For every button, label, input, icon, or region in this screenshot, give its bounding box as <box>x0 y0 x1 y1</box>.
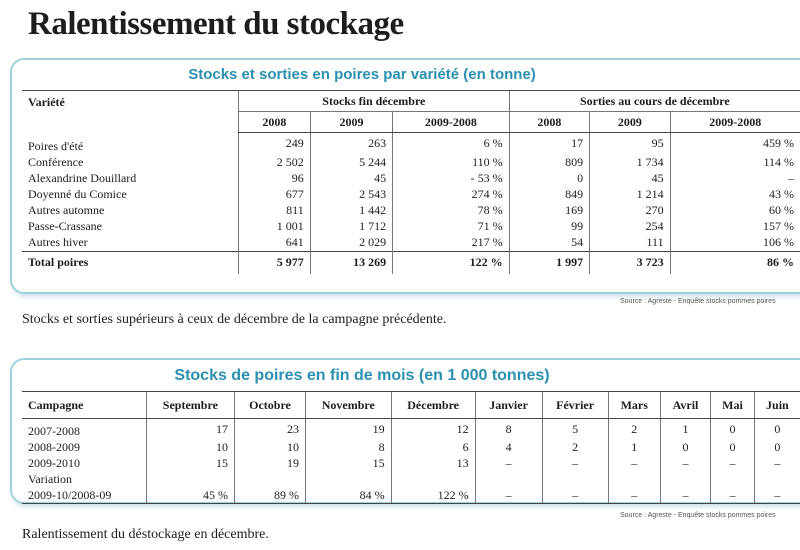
table2-caption: Ralentissement du déstockage en décembre. <box>22 527 269 542</box>
empty-cell <box>608 471 660 487</box>
total-cell: 3 723 <box>590 251 670 274</box>
empty-cell <box>660 471 710 487</box>
table-cell: 809 <box>509 155 589 171</box>
table-cell: – <box>754 455 800 471</box>
variety-row <box>22 219 800 235</box>
col-variety-header: Variété <box>22 91 239 133</box>
table-cell: 17 <box>509 133 589 155</box>
variety-row <box>22 155 800 171</box>
sub-header: 2008 <box>239 112 311 133</box>
table-cell: 1 214 <box>590 187 670 203</box>
table-cell: 4 <box>475 439 542 455</box>
total-cell: 86 % <box>670 251 800 274</box>
table-cell: 641 <box>239 235 311 252</box>
month-header: Avril <box>660 392 710 419</box>
group-stocks-header: Stocks fin décembre <box>239 91 510 112</box>
month-header: Mars <box>608 392 660 419</box>
empty-cell <box>305 471 391 487</box>
table-cell: 10 <box>235 439 306 455</box>
total-row <box>22 251 800 274</box>
table-cell: 0 <box>711 419 755 440</box>
table-cell: 45 <box>310 171 392 187</box>
table-cell: – <box>542 455 608 471</box>
month-header: Octobre <box>235 392 306 419</box>
table-cell: 95 <box>590 133 670 155</box>
table-cell: 45 <box>590 171 670 187</box>
variety-row <box>22 235 800 252</box>
table-cell: 71 % <box>393 219 509 235</box>
table-cell: 254 <box>590 219 670 235</box>
table-cell: 111 <box>590 235 670 252</box>
table-cell: 274 % <box>393 187 509 203</box>
campaign-label: 2007-2008 <box>28 423 80 438</box>
empty-cell <box>475 471 542 487</box>
table2-source: Source : Agreste - Enquête stocks pommes poires <box>620 512 776 519</box>
table-cell: 13 <box>391 455 475 471</box>
table-cell: 270 <box>590 203 670 219</box>
table-cell: – <box>475 455 542 471</box>
table-cell: – <box>670 171 800 187</box>
variety-label: Conférence <box>28 155 84 169</box>
campaign-row <box>22 419 800 440</box>
variety-label: Alexandrine Douillard <box>28 171 137 185</box>
table-cell: – <box>660 487 710 504</box>
table-cell: 2 <box>608 419 660 440</box>
total-cell: 1 997 <box>509 251 589 274</box>
table-cell: 19 <box>235 455 306 471</box>
variety-stocks-panel <box>10 58 800 294</box>
variation-row <box>22 471 800 487</box>
month-header: Campagne <box>22 392 146 419</box>
table-cell: – <box>475 487 542 504</box>
table-cell: 6 % <box>393 133 509 155</box>
empty-cell <box>754 471 800 487</box>
variation-values-row <box>22 487 800 504</box>
table-cell: – <box>711 487 755 504</box>
table-cell: 78 % <box>393 203 509 219</box>
table-cell: 8 <box>475 419 542 440</box>
total-cell: 13 269 <box>310 251 392 274</box>
table-cell: 0 <box>754 439 800 455</box>
table-cell: 459 % <box>670 133 800 155</box>
table-cell: 2 543 <box>310 187 392 203</box>
total-cell: 122 % <box>393 251 509 274</box>
table-cell: 106 % <box>670 235 800 252</box>
variety-label: Autres hiver <box>28 235 88 249</box>
table-cell: 15 <box>305 455 391 471</box>
table-cell: – <box>660 455 710 471</box>
variety-row <box>22 133 800 155</box>
table-cell: 45 % <box>146 487 234 504</box>
total-cell: 5 977 <box>239 251 311 274</box>
table-cell: 96 <box>239 171 311 187</box>
page-title: Ralentissement du stockage <box>28 6 404 42</box>
table-cell: 114 % <box>670 155 800 171</box>
empty-cell <box>542 471 608 487</box>
table-cell: 84 % <box>305 487 391 504</box>
table-cell: 8 <box>305 439 391 455</box>
group-sorties-header: Sorties au cours de décembre <box>509 91 800 112</box>
table-cell: 1 <box>660 419 710 440</box>
table-cell: 849 <box>509 187 589 203</box>
month-header: Décembre <box>391 392 475 419</box>
table-cell: 263 <box>310 133 392 155</box>
table-cell: 1 442 <box>310 203 392 219</box>
table-cell: – <box>711 455 755 471</box>
sub-header: 2008 <box>509 112 589 133</box>
table-cell: 1 734 <box>590 155 670 171</box>
variety-stocks-table <box>22 90 800 274</box>
campaign-label: 2009-2010 <box>28 455 80 470</box>
table-cell: – <box>608 455 660 471</box>
empty-cell <box>235 471 306 487</box>
table-cell: 110 % <box>393 155 509 171</box>
table-cell: 1 <box>608 439 660 455</box>
month-header: Novembre <box>305 392 391 419</box>
table-cell: 2 029 <box>310 235 392 252</box>
table-cell: 60 % <box>670 203 800 219</box>
variety-row <box>22 187 800 203</box>
empty-cell <box>146 471 234 487</box>
table-cell: 0 <box>754 419 800 440</box>
table-cell: 217 % <box>393 235 509 252</box>
empty-cell <box>391 471 475 487</box>
table-cell: 157 % <box>670 219 800 235</box>
table-cell: 12 <box>391 419 475 440</box>
table1-caption: Stocks et sorties supérieurs à ceux de décembre de la campagne précédente. <box>22 312 447 327</box>
month-header: Juin <box>754 392 800 419</box>
empty-cell <box>711 471 755 487</box>
table-cell: 10 <box>146 439 234 455</box>
table-cell: 19 <box>305 419 391 440</box>
month-header: Février <box>542 392 608 419</box>
variety-label: Passe-Crassane <box>28 219 102 233</box>
table-cell: 5 244 <box>310 155 392 171</box>
month-header: Mai <box>711 392 755 419</box>
table-cell: 5 <box>542 419 608 440</box>
campaign-row <box>22 439 800 455</box>
campaign-row <box>22 455 800 471</box>
table-cell: 15 <box>146 455 234 471</box>
table-cell: 54 <box>509 235 589 252</box>
table1-source: Source : Agreste - Enquête stocks pommes poires <box>620 298 776 305</box>
table2-title: Stocks de poires en fin de mois (en 1 000 tonnes) <box>174 367 550 384</box>
variety-label: Doyenné du Comice <box>28 187 127 201</box>
sub-header: 2009-2008 <box>393 112 509 133</box>
variety-row <box>22 171 800 187</box>
table-cell: 23 <box>235 419 306 440</box>
table-cell: 0 <box>660 439 710 455</box>
table-cell: 249 <box>239 133 311 155</box>
campaign-label: 2008-2009 <box>28 439 80 454</box>
table-cell: – <box>608 487 660 504</box>
table-cell: 99 <box>509 219 589 235</box>
variation-label: 2009-10/2008-09 <box>22 487 146 504</box>
variety-label: Poires d'été <box>28 139 84 153</box>
table-cell: 1 001 <box>239 219 311 235</box>
variety-row <box>22 203 800 219</box>
total-label: Total poires <box>22 251 239 274</box>
table-cell: 2 <box>542 439 608 455</box>
sub-header: 2009-2008 <box>670 112 800 133</box>
variation-label: Variation <box>28 471 72 486</box>
month-header: Septembre <box>146 392 234 419</box>
table-cell: 1 712 <box>310 219 392 235</box>
variety-label: Autres automne <box>28 203 105 217</box>
table1-title: Stocks et sorties en poires par variété (en tonne) <box>188 66 536 83</box>
month-header: Janvier <box>475 392 542 419</box>
table-cell: 43 % <box>670 187 800 203</box>
monthly-stocks-table <box>22 391 800 504</box>
table-cell: 0 <box>509 171 589 187</box>
table-cell: 2 502 <box>239 155 311 171</box>
table-cell: 17 <box>146 419 234 440</box>
table-cell: 811 <box>239 203 311 219</box>
table-cell: 677 <box>239 187 311 203</box>
table-cell: 89 % <box>235 487 306 504</box>
sub-header: 2009 <box>590 112 670 133</box>
table-cell: – <box>542 487 608 504</box>
table-cell: 122 % <box>391 487 475 504</box>
table-cell: 169 <box>509 203 589 219</box>
table-cell: – <box>754 487 800 504</box>
table-cell: 6 <box>391 439 475 455</box>
monthly-stocks-panel <box>10 358 800 504</box>
sub-header: 2009 <box>310 112 392 133</box>
table-cell: - 53 % <box>393 171 509 187</box>
table-cell: 0 <box>711 439 755 455</box>
